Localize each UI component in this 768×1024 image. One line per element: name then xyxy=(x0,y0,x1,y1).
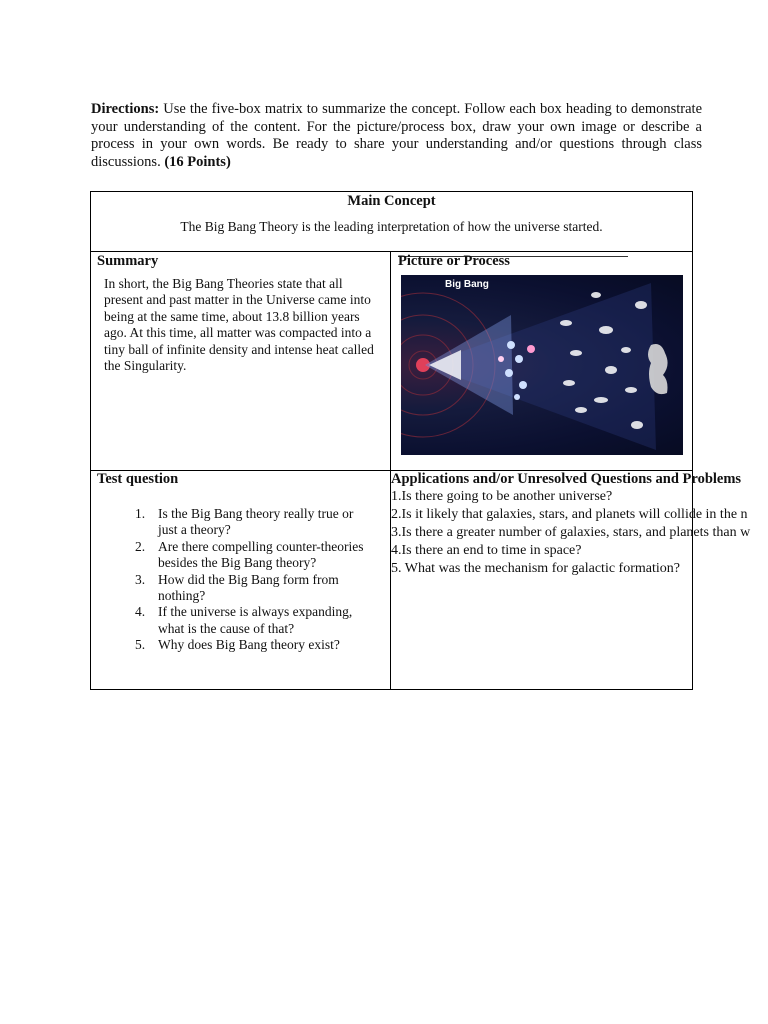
list-item: 1.Is there going to be another universe? xyxy=(391,489,613,504)
list-number: 1. xyxy=(135,506,146,521)
applications-title: Applications and/or Unresolved Questions and Problems xyxy=(391,471,742,487)
picture-title: Picture or Process xyxy=(398,253,510,269)
list-item xyxy=(135,506,375,539)
test-question-title: Test question xyxy=(97,471,179,487)
list-item: 5. What was the mechanism for galactic formation? xyxy=(391,561,680,576)
list-text: How did the Big Bang form from nothing? xyxy=(158,571,339,604)
table-border xyxy=(90,251,91,690)
list-text: Why does Big Bang theory exist? xyxy=(158,637,340,653)
list-number: 5. xyxy=(135,637,146,653)
test-question-list xyxy=(135,506,375,654)
summary-title: Summary xyxy=(97,253,159,269)
list-item xyxy=(135,637,375,653)
summary-text: In short, the Big Bang Theories state that all present and past matter in the Universe came into being at the same time, about 13.8 billion years ago. At this time, all matter was compacted into a tiny ball of infinite density and intense heat called the Singularity. xyxy=(104,276,374,374)
list-item xyxy=(135,572,375,605)
table-border xyxy=(90,689,693,690)
list-item xyxy=(135,539,375,572)
directions-text: Use the five-box matrix to summarize the concept. Follow each box heading to demonstrate your understanding of the content. For the picture/process box, draw your own image or describe a process in your own words. Be ready to share your understanding and/or questions through class discussions. xyxy=(91,101,703,170)
list-text: If the universe is always expanding, what is the cause of that? xyxy=(158,604,353,636)
directions-label: Directions: xyxy=(91,101,160,117)
list-item xyxy=(135,604,375,637)
list-number: 3. xyxy=(135,571,146,587)
directions-paragraph xyxy=(91,101,702,171)
applications-list xyxy=(391,488,768,578)
list-item: 3.Is there a greater number of galaxies, stars, and planets than w xyxy=(391,525,751,540)
list-number: 2. xyxy=(135,538,146,554)
points-label: (16 Points) xyxy=(164,153,231,170)
list-item: 4.Is there an end to time in space? xyxy=(391,543,582,558)
list-item: 2.Is it likely that galaxies, stars, and planets will collide in the n xyxy=(391,507,748,522)
main-concept-title: Main Concept xyxy=(347,193,436,209)
table-border xyxy=(90,251,693,252)
list-text: Are there compelling counter-theories besides the Big Bang theory? xyxy=(158,538,364,571)
main-concept-text: The Big Bang Theory is the leading interpretation of how the universe started. xyxy=(180,219,603,234)
image-title: Big Bang xyxy=(445,279,489,290)
list-text: Is the Big Bang theory really true or just a theory? xyxy=(158,506,354,538)
big-bang-image xyxy=(401,275,683,455)
list-number: 4. xyxy=(135,604,146,620)
